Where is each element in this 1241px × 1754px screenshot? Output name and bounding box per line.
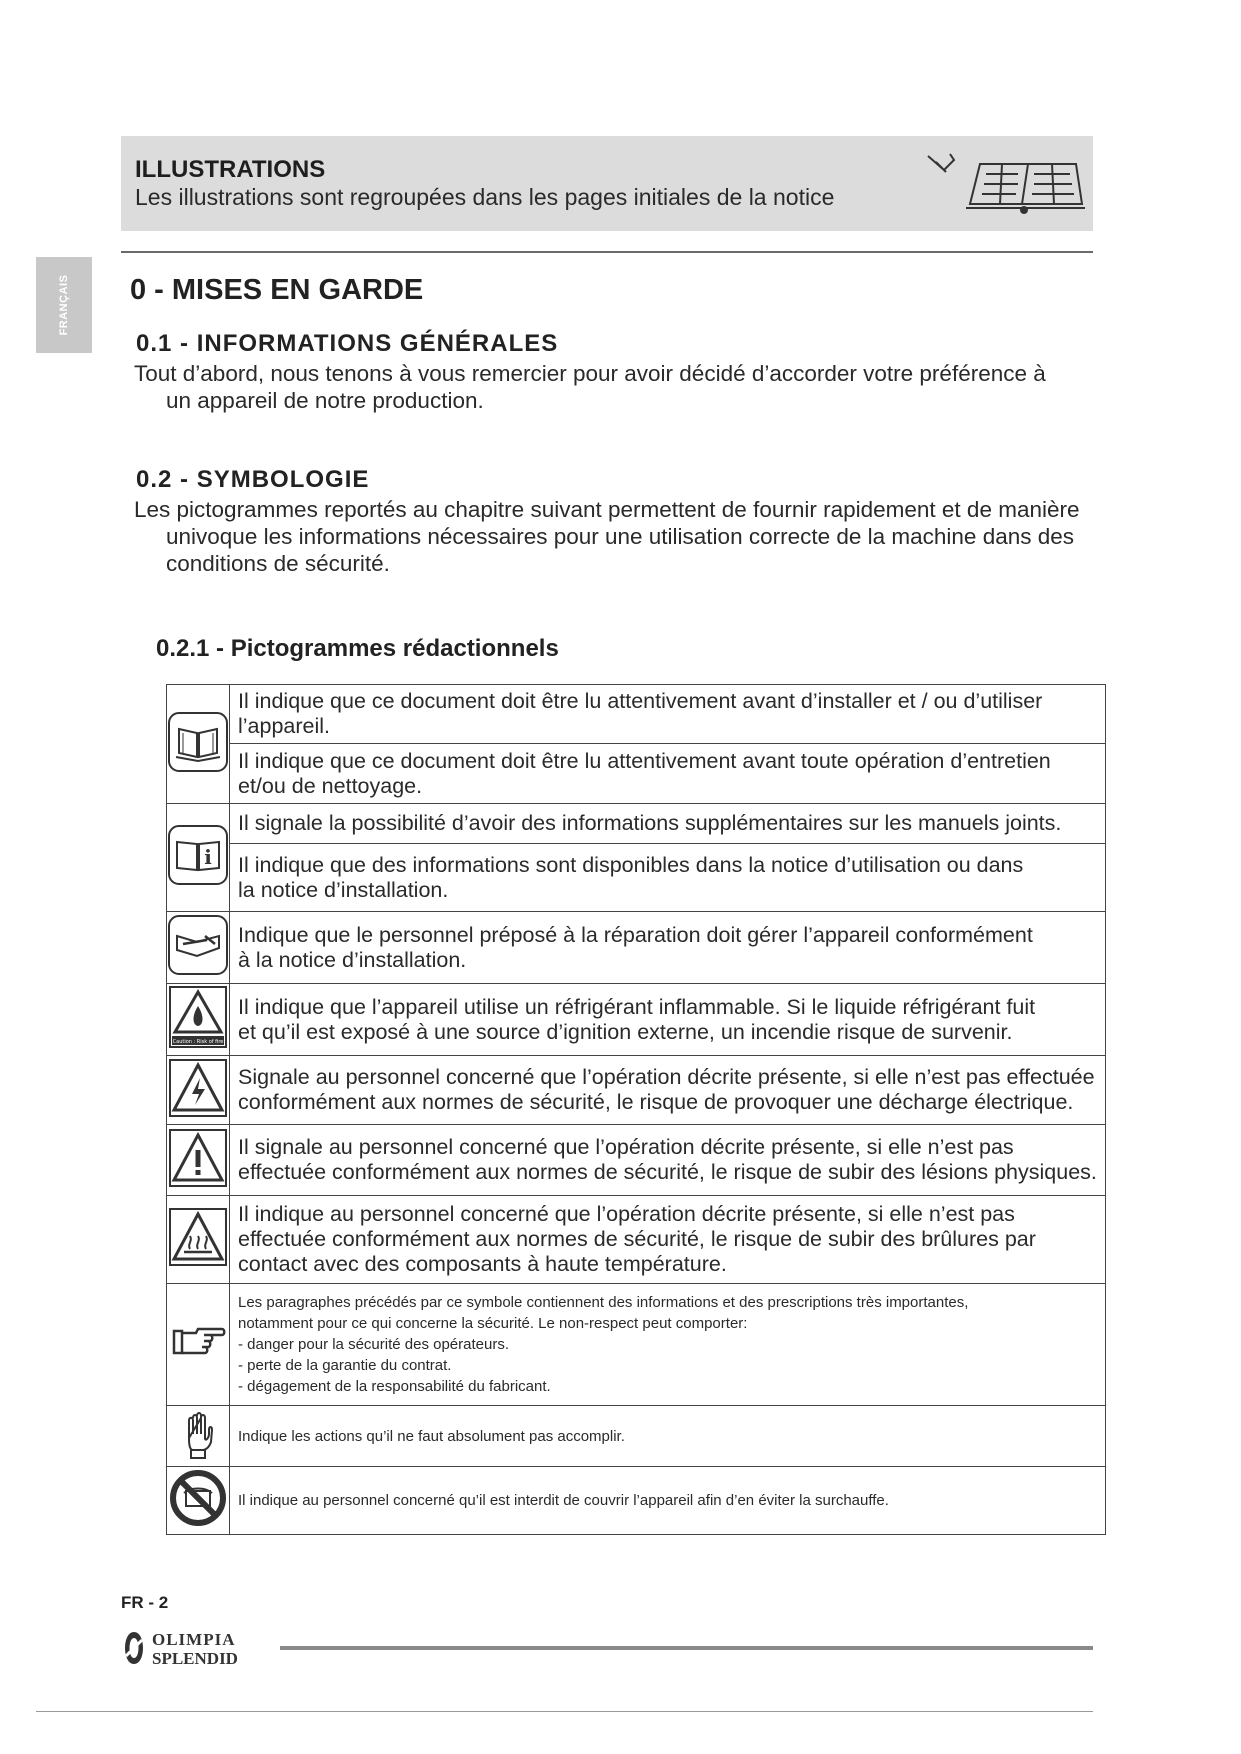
language-tab-label: FRANÇAIS bbox=[58, 274, 70, 336]
injury-text: Il signale au personnel concerné que l’opération décrite présente, si elle n’est pas effectuée conformément aux normes de sécurité, le risque de subir des lésions physiques. bbox=[230, 1125, 1106, 1196]
info-supplementary-text: Il signale la possibilité d’avoir des informations supplémentaires sur les manuels joints. bbox=[230, 804, 1106, 844]
banner-title: ILLUSTRATIONS bbox=[135, 156, 326, 183]
banner-subtitle: Les illustrations sont regroupées dans les pages initiales de la notice bbox=[135, 184, 835, 210]
svg-text:i: i bbox=[204, 845, 212, 869]
stop-hand-icon bbox=[183, 1408, 213, 1460]
section-0-1-text bbox=[134, 360, 1094, 414]
no-cover-text: Il indique au personnel concerné qu’il est interdit de couvrir l’appareil afin d’en éviter la surchauffe. bbox=[230, 1467, 1106, 1535]
repair-staff-text: Indique que le personnel préposé à la réparation doit gérer l’appareil conformément à la notice d’installation. bbox=[230, 912, 1106, 984]
section-0-2-1-heading: 0.2.1 - Pictogrammes rédactionnels bbox=[156, 635, 559, 662]
olimpia-splendid-logo bbox=[120, 1626, 280, 1670]
read-manual-icon bbox=[167, 711, 229, 773]
important-cell bbox=[167, 1284, 230, 1406]
pictogram-table bbox=[166, 684, 1106, 1535]
burns-text: Il indique au personnel concerné que l’opération décrite présente, si elle n’est pas effectuée conformément aux normes de sécurité, le risque de subir des brûlures par contact avec des composants à haute température. bbox=[230, 1196, 1106, 1284]
section-0-1-line1: Tout d’abord, nous tenons à vous remercier pour avoir décidé d’accorder votre préférence à bbox=[134, 361, 1046, 386]
electric-shock-icon bbox=[168, 1058, 228, 1118]
flammable-cell bbox=[167, 984, 230, 1056]
svg-text:SPLENDID: SPLENDID bbox=[152, 1649, 238, 1668]
section-0-2-line2: univoque les informations nécessaires pour une utilisation correcte de la machine dans des bbox=[166, 524, 1075, 549]
info-manual-cell bbox=[167, 804, 230, 912]
section-0-2-heading: 0.2 - SYMBOLOGIE bbox=[136, 466, 370, 493]
electric-text: Signale au personnel concerné que l’opération décrite présente, si elle n’est pas effectuée conformément aux normes de sécurité, le risque de provoquer une décharge électrique. bbox=[230, 1056, 1106, 1125]
electric-cell bbox=[167, 1056, 230, 1125]
forbidden-actions-cell bbox=[167, 1406, 230, 1467]
section-0-1-heading: 0.1 - INFORMATIONS GÉNÉRALES bbox=[136, 330, 559, 357]
important-item: - dégagement de la responsabilité du fabricant. bbox=[238, 1378, 551, 1395]
repair-manual-cell bbox=[167, 912, 230, 984]
burns-cell bbox=[167, 1196, 230, 1284]
important-item: - danger pour la sécurité des opérateurs. bbox=[238, 1336, 509, 1353]
info-notice-text: Il indique que des informations sont disponibles dans la notice d’utilisation ou dans la notice d’installation. bbox=[230, 844, 1106, 912]
header-divider bbox=[121, 251, 1093, 253]
forbidden-actions-text: Indique les actions qu’il ne faut absolument pas accomplir. bbox=[230, 1406, 1106, 1467]
no-cover-cell bbox=[167, 1467, 230, 1535]
warning-icon bbox=[168, 1128, 228, 1188]
repair-manual-icon bbox=[167, 914, 229, 976]
section-0-heading: 0 - MISES EN GARDE bbox=[130, 274, 424, 306]
page-bottom-rule bbox=[36, 1711, 1093, 1712]
read-manual-cell bbox=[167, 685, 230, 804]
illustrations-banner bbox=[121, 136, 1093, 231]
important-text: Les paragraphes précédés par ce symbole contiennent des informations et des prescriptions très importantes, notamment pour ce qui concerne la sécurité. Le non-respect peut comporter: - danger pour la sécurité des opérateurs. - perte de la garantie du contrat. - dégagement de la responsabilité du fabricant. bbox=[230, 1284, 1106, 1406]
read-manual-install-text: Il indique que ce document doit être lu attentivement avant d’installer et / ou d’utiliser l’appareil. bbox=[230, 685, 1106, 744]
flammable-text: Il indique que l’appareil utilise un réfrigérant inflammable. Si le liquide réfrigérant fuit et qu’il est exposé à une source d’ignition externe, un incendie risque de survenir. bbox=[230, 984, 1106, 1056]
svg-text:Caution : Risk of fire: Caution : Risk of fire bbox=[172, 1039, 224, 1045]
book-hand-icon bbox=[920, 146, 1085, 218]
do-not-cover-icon bbox=[169, 1469, 227, 1527]
info-book-icon bbox=[167, 824, 229, 886]
section-0-1-line2: un appareil de notre production. bbox=[166, 388, 484, 413]
hot-surface-icon bbox=[168, 1207, 228, 1267]
read-manual-maintenance-text: Il indique que ce document doit être lu attentivement avant toute opération d’entretien et/ou de nettoyage. bbox=[230, 744, 1106, 804]
important-item: - perte de la garantie du contrat. bbox=[238, 1357, 452, 1374]
footer-divider bbox=[280, 1646, 1093, 1650]
flammable-warning-icon bbox=[168, 985, 228, 1049]
page-number: FR - 2 bbox=[121, 1593, 169, 1612]
language-tab bbox=[36, 257, 92, 353]
injury-cell bbox=[167, 1125, 230, 1196]
section-0-2-line3: conditions de sécurité. bbox=[166, 551, 390, 576]
section-0-2-line1: Les pictogrammes reportés au chapitre suivant permettent de fournir rapidement et de manière bbox=[134, 497, 1080, 522]
svg-text:OLIMPIA: OLIMPIA bbox=[152, 1630, 236, 1649]
pointing-hand-icon bbox=[170, 1325, 226, 1359]
section-0-2-text bbox=[134, 496, 1094, 577]
